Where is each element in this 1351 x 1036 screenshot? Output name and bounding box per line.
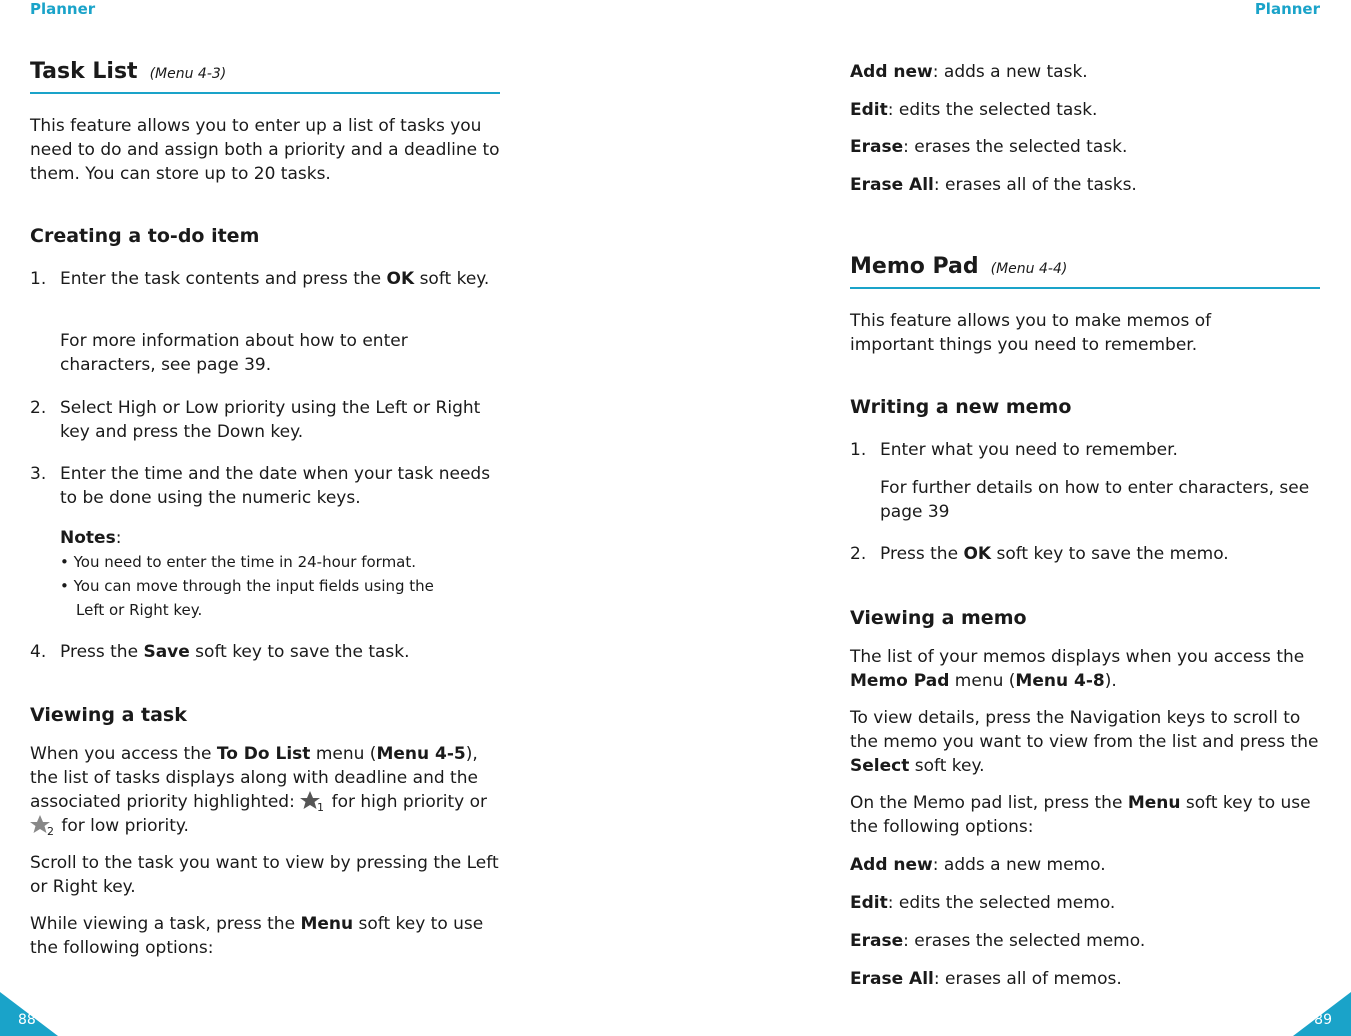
option-label: Add new	[850, 855, 933, 875]
memo-option-erase-all	[850, 967, 1122, 991]
paragraph-text: soft key.	[909, 756, 985, 776]
step-text: Press the	[880, 544, 964, 564]
memo-pad-label: Memo Pad	[850, 671, 950, 691]
viewing-task-paragraph	[30, 742, 500, 838]
note-2: • You can move through the input fields using the	[60, 577, 434, 595]
paragraph-text: The list of your memos displays when you access the	[850, 647, 1305, 667]
option-text: : erases the selected task.	[903, 137, 1128, 157]
paragraph-text: When you access the	[30, 744, 217, 764]
menu-key-label: Menu	[300, 914, 354, 934]
svg-text:1: 1	[317, 801, 325, 812]
step-number: 2.	[850, 544, 867, 564]
step-text: soft key.	[414, 269, 490, 289]
menu-options-paragraph	[30, 912, 500, 960]
menu-key-label: Menu	[1127, 793, 1181, 813]
step-text: soft key to save the task.	[189, 642, 410, 662]
memo-menu-paragraph	[850, 791, 1320, 839]
note-1: • You need to enter the time in 24-hour format.	[60, 553, 417, 571]
step-number: 3.	[30, 464, 47, 484]
running-head-right: Planner	[1254, 0, 1320, 18]
step-number: 2.	[30, 398, 47, 418]
option-label: Add new	[850, 62, 933, 82]
paragraph-text: menu (	[310, 744, 377, 764]
paragraph-text: To view details, press the Navigation keys to scroll to the memo you want to view from the list and press the	[850, 708, 1319, 752]
menu-ref-label: Menu 4-8	[1015, 671, 1105, 691]
note-2-continued: Left or Right key.	[76, 601, 203, 619]
memo-option-erase	[850, 929, 1145, 953]
option-label: Erase All	[850, 175, 934, 195]
step-1-more-info: For more information about how to enter characters, see page 39.	[60, 331, 408, 375]
paragraph-text: for high priority or	[326, 792, 488, 812]
memo-step-1	[850, 438, 1320, 462]
step-1	[30, 267, 500, 291]
option-text: : edits the selected task.	[887, 100, 1098, 120]
option-text: : erases the selected memo.	[903, 931, 1146, 951]
task-list-menu-ref: (Menu 4-3)	[149, 66, 227, 82]
option-label: Erase	[850, 931, 904, 951]
ok-key-label: OK	[963, 544, 992, 564]
select-key-label: Select	[850, 756, 910, 776]
low-priority-icon	[30, 814, 56, 836]
memo-list-paragraph	[850, 645, 1310, 693]
creating-heading: Creating a to-do item	[30, 225, 260, 247]
viewing-memo-heading: Viewing a memo	[850, 607, 1027, 629]
option-text: : adds a new task.	[932, 62, 1088, 82]
step-number: 1.	[850, 440, 867, 460]
option-label: Edit	[850, 893, 888, 913]
memo-pad-title-text: Memo Pad	[850, 254, 979, 279]
option-label: Erase All	[850, 969, 934, 989]
step-text: Enter what you need to remember.	[880, 440, 1178, 460]
memo-step-2	[850, 542, 1320, 566]
step-text: Enter the time and the date when your task needs to be done using the numeric keys.	[60, 464, 491, 508]
step-text: Select High or Low priority using the Left or Right key and press the Down key.	[60, 398, 481, 442]
option-label: Edit	[850, 100, 888, 120]
paragraph-text: On the Memo pad list, press the	[850, 793, 1128, 813]
task-option-edit	[850, 98, 1097, 122]
memo-step-1-more: For further details on how to enter characters, see page 39	[880, 478, 1310, 522]
paragraph-text: soft key to use the following options:	[850, 793, 1311, 837]
option-text: : erases all of memos.	[933, 969, 1122, 989]
step-text: Enter the task contents and press the	[60, 269, 387, 289]
to-do-list-label: To Do List	[216, 744, 311, 764]
option-text: : edits the selected memo.	[887, 893, 1116, 913]
paragraph-text: soft key to use the following options:	[30, 914, 484, 958]
ok-key-label: OK	[386, 269, 415, 289]
task-list-intro: This feature allows you to enter up a list of tasks you need to do and assign both a priority and a deadline to them. You can store up to 20 tasks.	[30, 116, 500, 184]
step-2	[30, 396, 500, 444]
task-option-add	[850, 60, 1088, 84]
step-4	[30, 640, 500, 664]
paragraph-text: for low priority.	[56, 816, 189, 836]
option-label: Erase	[850, 137, 904, 157]
viewing-task-heading: Viewing a task	[30, 704, 187, 726]
notes-block: Notes: • You need to enter the time in 24-hour format. • You can move through the input fields using the Left or Right key.	[30, 526, 510, 622]
scroll-paragraph: Scroll to the task you want to view by pressing the Left or Right key.	[30, 853, 499, 897]
option-text: : erases all of the tasks.	[933, 175, 1137, 195]
option-text: : adds a new memo.	[932, 855, 1106, 875]
writing-memo-heading: Writing a new memo	[850, 396, 1072, 418]
memo-pad-title	[850, 253, 1320, 289]
paragraph-text: ), the list of tasks displays along with deadline and the associated priority highlighted:	[30, 744, 478, 812]
memo-pad-menu-ref: (Menu 4-4)	[990, 261, 1068, 277]
memo-details-paragraph	[850, 706, 1320, 778]
menu-ref-label: Menu 4-5	[376, 744, 466, 764]
notes-label: Notes	[60, 528, 116, 548]
running-head-left: Planner	[30, 0, 96, 18]
memo-intro: This feature allows you to make memos of important things you need to remember.	[850, 311, 1212, 355]
step-text: soft key to save the memo.	[991, 544, 1229, 564]
step-number: 4.	[30, 642, 47, 662]
task-list-title	[30, 58, 500, 94]
page-number-left: 88	[18, 1012, 36, 1028]
paragraph-text: While viewing a task, press the	[30, 914, 301, 934]
task-option-erase	[850, 135, 1127, 159]
memo-option-add	[850, 853, 1106, 877]
step-3	[30, 462, 500, 510]
paragraph-text: ).	[1104, 671, 1117, 691]
page-number-right: 89	[1314, 1012, 1332, 1028]
svg-text:2: 2	[47, 825, 54, 836]
step-number: 1.	[30, 269, 47, 289]
paragraph-text: menu (	[949, 671, 1016, 691]
save-key-label: Save	[143, 642, 190, 662]
step-text: Press the	[60, 642, 144, 662]
high-priority-icon	[300, 790, 326, 812]
task-option-erase-all	[850, 173, 1137, 197]
task-list-title-text: Task List	[30, 59, 138, 84]
memo-option-edit	[850, 891, 1115, 915]
